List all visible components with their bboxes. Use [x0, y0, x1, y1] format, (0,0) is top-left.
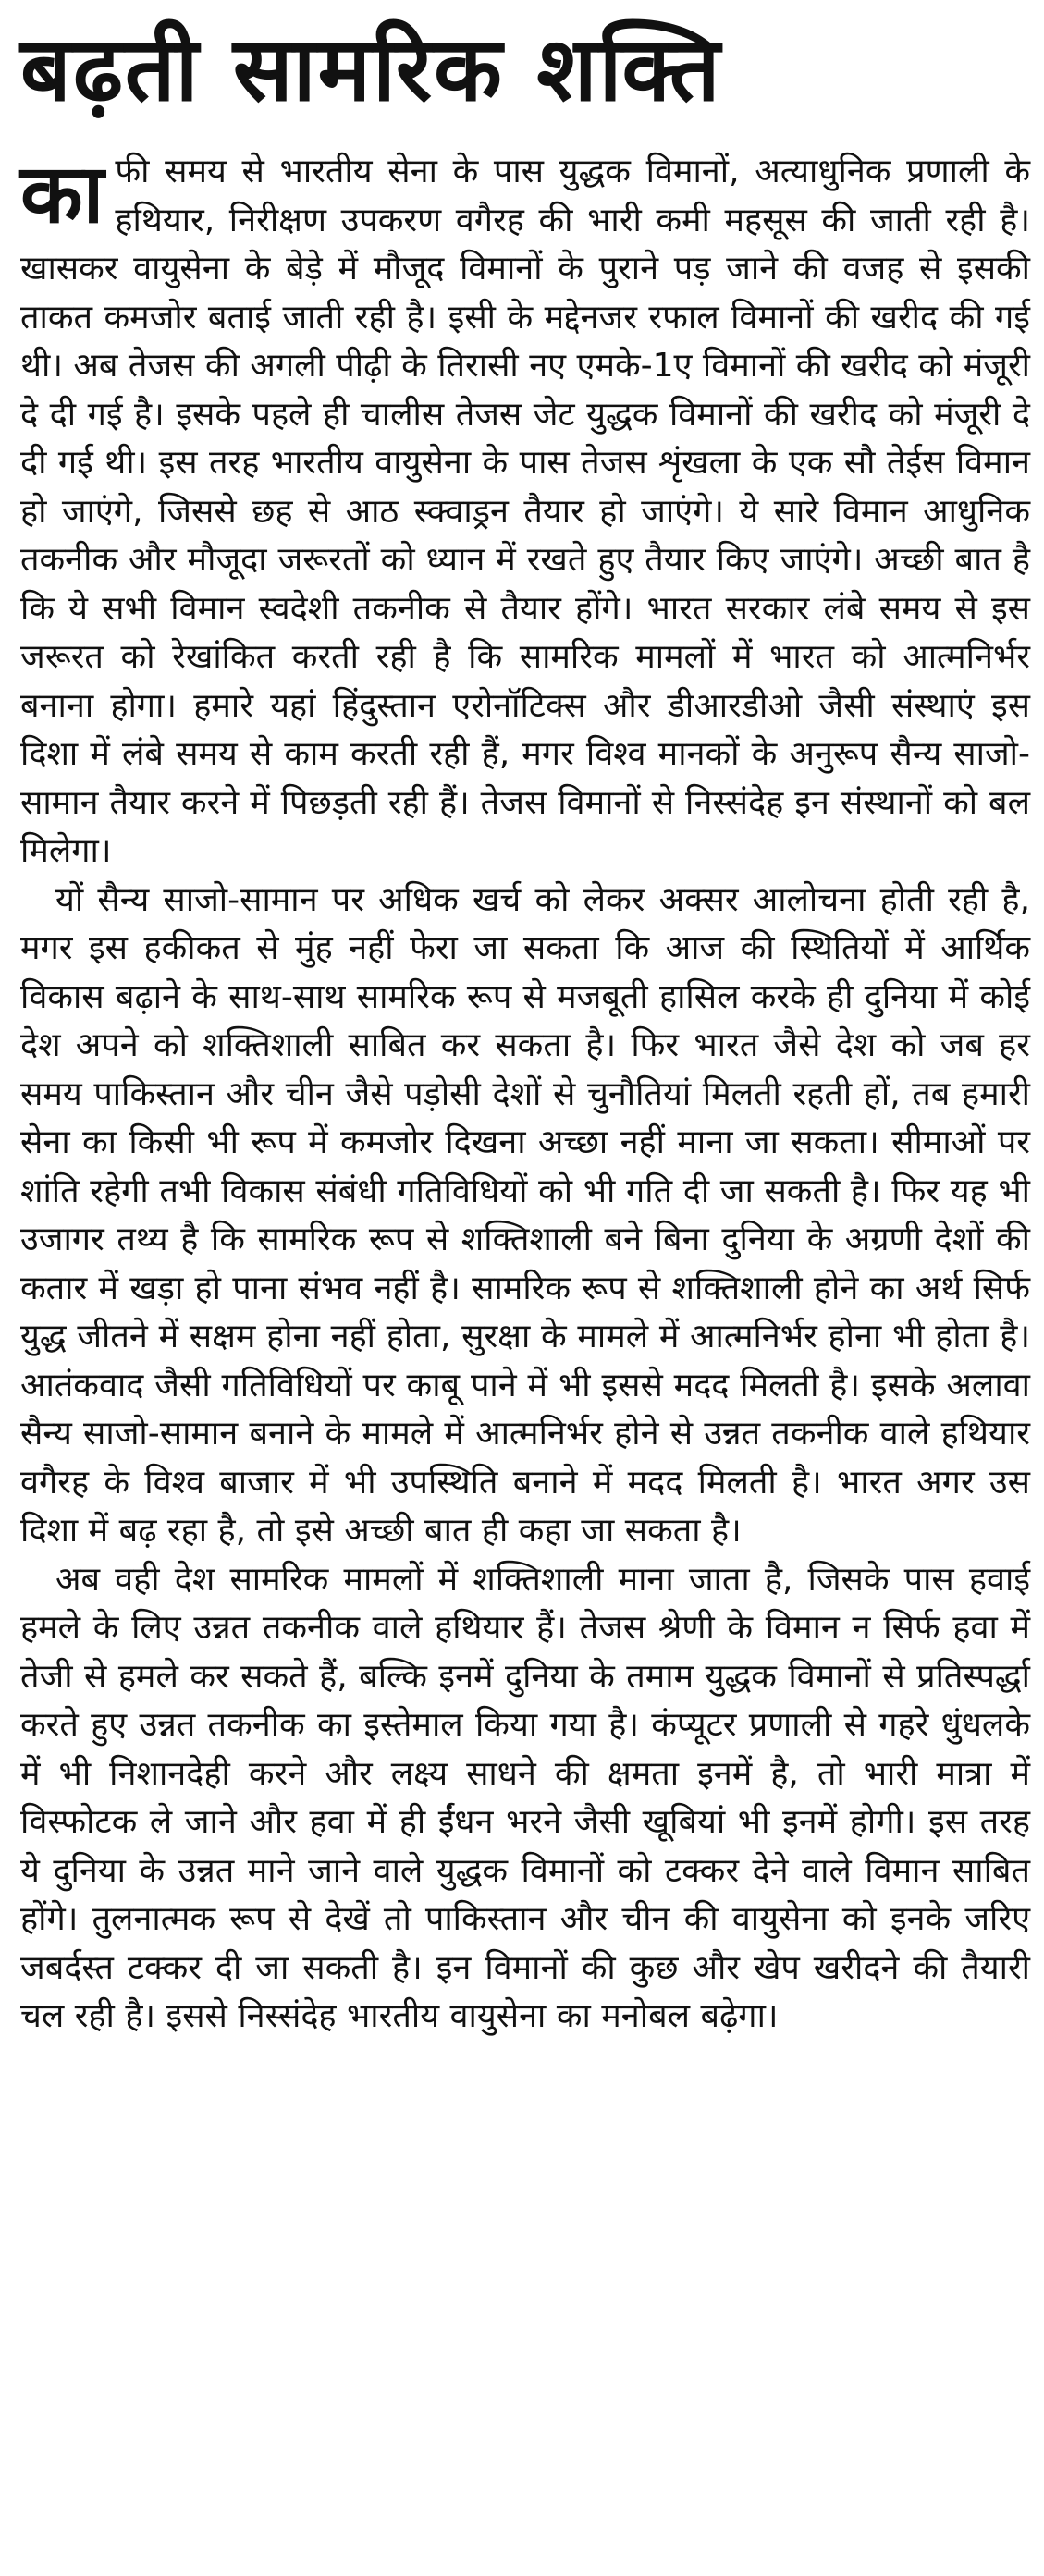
paragraph-3-text: अब वही देश सामरिक मामलों में शक्तिशाली माना जाता है, जिसके पास हवाई हमले के लिए उन्नत तकनीक वाले हथियार हैं। तेजस श्रेणी के विमान न सिर्फ हवा में तेजी से हमले कर सकते हैं, बल्कि इनमें दुनिया के तमाम युद्धक विमानों से प्रतिस्पर्द्धा करते हुए उन्नत तकनीक का इस्तेमाल किया गया है। कंप्यूटर प्रणाली से गहरे धुंधलके में भी निशानदेही करने और लक्ष्य साधने की क्षमता इनमें है, तो भारी मात्रा में विस्फोटक ले जाने और हवा में ही ईंधन भरने जैसी खूबियां भी इनमें होगी। इस तरह ये दुनिया के उन्नत माने जाने वाले युद्धक विमानों को टक्कर देने वाले विमान साबित होंगे। तुलनात्मक रूप से देखें तो पाकिस्तान और चीन की वायुसेना को इनके जरिए जबर्दस्त टक्कर दी जा सकती है। इन विमानों की कुछ और खेप खरीदने की तैयारी चल रही है। इससे निस्संदेह भारतीय वायुसेना का मनोबल बढ़ेगा। [20, 1560, 1030, 2035]
paragraph-1-text: फी समय से भारतीय सेना के पास युद्धक विमानों, अत्याधुनिक प्रणाली के हथियार, निरीक्षण उपकरण वगैरह की भारी कमी महसूस की जाती रही है। खासकर वायुसेना के बेड़े में मौजूद विमानों के पुराने पड़ जाने की वजह से इसकी ताकत कमजोर बताई जाती रही है। इसी के मद्देनजर रफाल विमानों की खरीद की गई थी। अब तेजस की अगली पीढ़ी के तिरासी नए एमके-1ए विमानों की खरीद को मंजूरी दे दी गई है। इसके पहले ही चालीस तेजस जेट युद्धक विमानों की खरीद को मंजूरी दे दी गई थी। इस तरह भारतीय वायुसेना के पास तेजस शृंखला के एक सौ तेईस विमान हो जाएंगे, जिससे छह से आठ स्क्वाड्रन तैयार हो जाएंगे। ये सारे विमान आधुनिक तकनीक और मौजूदा जरूरतों को ध्यान में रखते हुए तैयार किए जाएंगे। अच्छी बात है कि ये सभी विमान स्वदेशी तकनीक से तैयार होंगे। भारत सरकार लंबे समय से इस जरूरत को रेखांकित करती रही है कि सामरिक मामलों में भारत को आत्मनिर्भर बनाना होगा। हमारे यहां हिंदुस्तान एरोनॉटिक्स और डीआरडीओ जैसी संस्थाएं इस दिशा में लंबे समय से काम करती रही हैं, मगर विश्व मानकों के अनुरूप सैन्य साजो-सामान तैयार करने में पिछड़ती रही हैं। तेजस विमानों से निस्संदेह इन संस्थानों को बल मिलेगा। [20, 153, 1030, 870]
article-paragraph-2 [20, 877, 1030, 1556]
article-paragraph-3 [20, 1556, 1030, 2042]
article-headline: बढ़ती सामरिक शक्ति [20, 18, 722, 121]
article-body [20, 148, 1030, 2042]
drop-cap: का [20, 146, 104, 241]
editorial-article [20, 0, 1030, 2042]
paragraph-2-text: यों सैन्य साजो-सामान पर अधिक खर्च को लेकर अक्सर आलोचना होती रही है, मगर इस हकीकत से मुंह नहीं फेरा जा सकता कि आज की स्थितियों में आर्थिक विकास बढ़ाने के साथ-साथ सामरिक रूप से मजबूती हासिल करके ही दुनिया में कोई देश अपने को शक्तिशाली साबित कर सकता है। फिर भारत जैसे देश को जब हर समय पाकिस्तान और चीन जैसे पड़ोसी देशों से चुनौतियां मिलती रहती हों, तब हमारी सेना का किसी भी रूप में कमजोर दिखना अच्छा नहीं माना जा सकता। सीमाओं पर शांति रहेगी तभी विकास संबंधी गतिविधियों को भी गति दी जा सकती है। फिर यह भी उजागर तथ्य है कि सामरिक रूप से शक्तिशाली बने बिना दुनिया के अग्रणी देशों की कतार में खड़ा हो पाना संभव नहीं है। सामरिक रूप से शक्तिशाली होने का अर्थ सिर्फ युद्ध जीतने में सक्षम होना नहीं होता, सुरक्षा के मामले में आत्मनिर्भर होना भी होता है। आतंकवाद जैसी गतिविधियों पर काबू पाने में भी इससे मदद मिलती है। इसके अलावा सैन्य साजो-सामान बनाने के मामले में आत्मनिर्भर होने से उन्नत तकनीक वाले हथियार वगैरह के विश्व बाजार में भी उपस्थिति बनाने में मदद मिलती है। भारत अगर उस दिशा में बढ़ रहा है, तो इसे अच्छी बात ही कहा जा सकता है। [20, 880, 1031, 1550]
article-paragraph-1 [20, 148, 1030, 877]
